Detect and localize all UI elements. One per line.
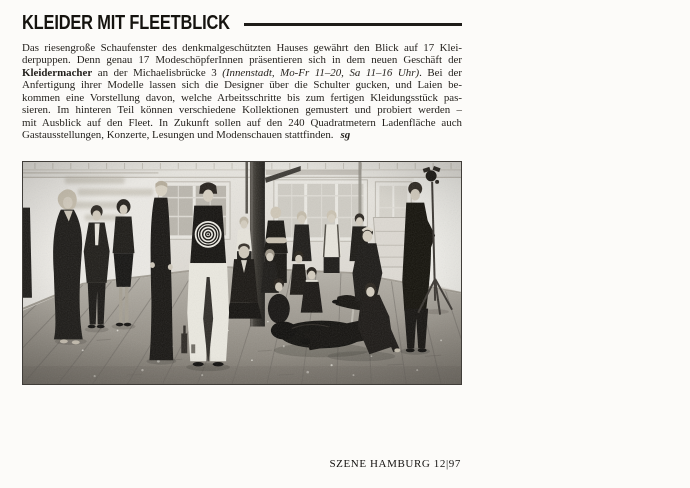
- headline-wrap: [22, 12, 234, 34]
- article-photo: [22, 161, 462, 385]
- body-text-line: Gastausstellungen, Konzerte, Lesungen und Modenschauen stattfinden. sg: [22, 129, 351, 142]
- body-text-line: sieren. Im hinteren Teil können verschiedene Kollektionen gemustert und probiert werden –: [22, 104, 462, 117]
- magazine-footer: SZENE HAMBURG 12|97: [329, 458, 461, 470]
- body-text-line: Das riesengroße Schaufenster des denkmalgeschützten Hauses gewährt den Blick auf 17 Klei-: [22, 42, 462, 54]
- photo-illustration: [23, 162, 461, 384]
- body-text-line: Kleidermacher an der Michaelisbrücke 3 (Innenstadt, Mo-Fr 11–20, Sa 11–16 Uhr). Bei der: [22, 66, 462, 79]
- body-text-line: kommen eine Vorstellung davon, welche Arbeitsschritte bis zum fertigen Kleidungsstück pas-: [22, 91, 462, 104]
- body-text-line: mit Ausblick auf den Fleet. In Zukunft sollen auf den 240 Quadratmetern Ladenfläche auch: [22, 116, 462, 129]
- photo-vignette-overlay: [23, 162, 461, 384]
- body-text-line: derpuppen. Denn genau 17 ModeschöpferInnen präsentieren sich in dem neuen Geschäft der: [22, 54, 462, 67]
- article-headline: KLEIDER MIT FLEETBLICK: [22, 11, 230, 34]
- body-text-line: Anfertigung ihrer Modelle lassen sich die Designer über die Schulter gucken, und Laien be-: [22, 79, 462, 92]
- article-body: [22, 42, 462, 142]
- headline-rule: [244, 23, 462, 26]
- article-headline-row: [22, 12, 462, 34]
